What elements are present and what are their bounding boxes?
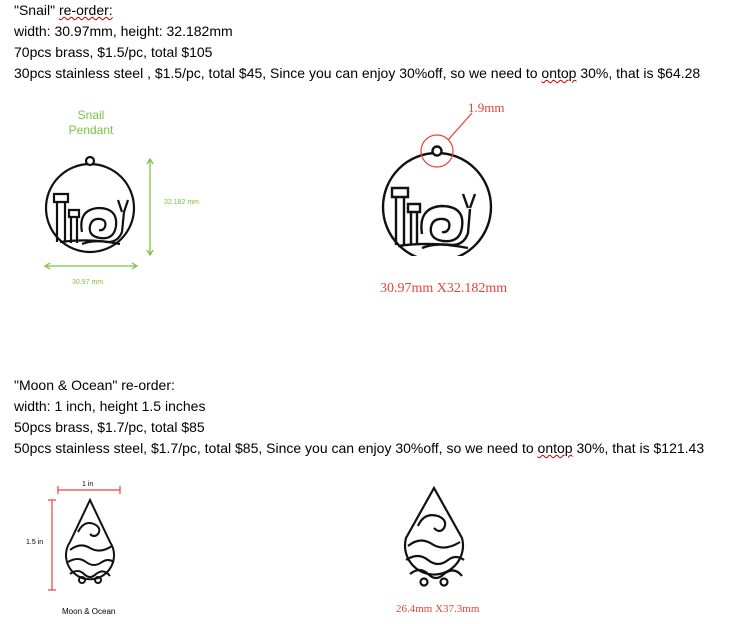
moon-size-caption: 26.4mm X37.3mm	[396, 603, 480, 615]
snail-pendant-icon	[46, 157, 134, 252]
snail-pendant-label	[58, 108, 124, 138]
snail-pendant-drawing-small	[36, 150, 176, 290]
snail-steel-text-b: 30%, that is $64.28	[576, 65, 701, 81]
snail-title	[14, 2, 113, 19]
moon-height-label: 1.5 in	[26, 539, 44, 546]
callout-leader-line	[448, 113, 472, 140]
snail-size-caption: 30.97mm X32.182mm	[380, 281, 508, 296]
moon-dimensions: width: 1 inch, height 1.5 inches	[14, 398, 206, 414]
moon-title: "Moon & Ocean" re-order:	[14, 377, 175, 393]
moon-steel-text-a: 50pcs stainless steel, $1.7/pc, total $85, Since you can enjoy 30%off, so we need to	[14, 440, 538, 456]
moon-pendant-drawing-large	[396, 484, 476, 594]
snail-label-line1: Snail	[77, 108, 105, 122]
moon-width-label: 1 in	[82, 481, 94, 488]
moon-caption: Moon & Ocean	[62, 607, 116, 616]
snail-title-name: "Snail"	[14, 2, 56, 18]
snail-steel-ontop: ontop	[541, 65, 577, 81]
snail-label-line2: Pendant	[68, 123, 114, 137]
snail-steel-line	[14, 65, 700, 82]
hole-size-callout: 1.9mm	[468, 100, 505, 115]
moon-steel-line	[14, 440, 704, 457]
snail-pendant-drawing-large	[376, 96, 536, 256]
snail-height-label: 32.182 mm	[164, 199, 200, 206]
moon-steel-ontop: ontop	[537, 440, 573, 456]
moon-ocean-icon	[66, 500, 114, 583]
moon-steel-text-b: 30%, that is $121.43	[572, 440, 705, 456]
snail-steel-text-a: 30pcs stainless steel , $1.5/pc, total $45, Since you can enjoy 30%off, so we need to	[14, 65, 542, 81]
moon-brass-line: 50pcs brass, $1.7/pc, total $85	[14, 419, 205, 435]
moon-pendant-drawing-small	[40, 480, 140, 600]
snail-title-rest: re-order:	[58, 2, 113, 18]
snail-pendant-icon-large	[383, 147, 491, 257]
moon-ocean-icon-large	[405, 488, 464, 586]
snail-brass-line: 70pcs brass, $1.5/pc, total $105	[14, 44, 213, 60]
snail-width-label: 30.97 mm	[72, 279, 104, 286]
snail-dimensions: width: 30.97mm, height: 32.182mm	[14, 23, 233, 39]
